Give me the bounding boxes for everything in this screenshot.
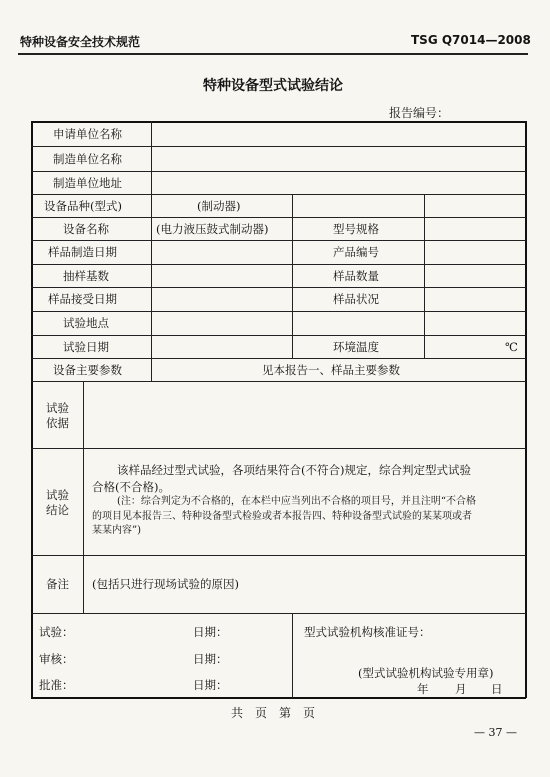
remarks-label: 备注 xyxy=(46,577,69,591)
seal-date-month: 月 xyxy=(455,682,467,696)
remarks-value: (包括只进行现场试验的原因) xyxy=(92,577,239,591)
category-value: (制动器) xyxy=(197,199,241,213)
applicant-label: 申请单位名称 xyxy=(53,127,122,141)
category-label: 设备品种(型式) xyxy=(44,199,122,213)
test-basis-label-line2: 依据 xyxy=(46,416,69,430)
report-number-label: 报告编号： xyxy=(389,106,450,120)
spec-code: TSG Q7014—2008 xyxy=(411,33,531,47)
device-name-value: (电力液压鼓式制动器) xyxy=(156,222,269,236)
header-rule xyxy=(18,53,528,55)
approver-label: 批准： xyxy=(39,678,74,692)
product-number-label: 产品编号 xyxy=(333,245,379,259)
test-conclusion-label-line2: 结论 xyxy=(46,503,69,517)
seal-date-day: 日 xyxy=(491,682,503,696)
tester-date-label: 日期： xyxy=(193,625,228,639)
test-date-label: 试验日期 xyxy=(63,340,109,354)
model-label: 型号规格 xyxy=(333,222,379,236)
sample-manufacture-date-label: 样品制造日期 xyxy=(48,245,117,259)
conclusion-note-line2: 的项目见本报告三、特种设备型式检验或者本报告四、特种设备型式试验的某某项或者 xyxy=(92,511,472,522)
conclusion-note-line1: (注：综合判定为不合格的，在本栏中应当列出不合格的项目号，并且注明“不合格 xyxy=(117,496,477,507)
conclusion-text-line2: 合格(不合格)。 xyxy=(92,480,170,494)
tester-label: 试验： xyxy=(39,625,74,639)
conclusion-note-line3: 某某内容”) xyxy=(92,525,142,536)
environment-temperature-label: 环境温度 xyxy=(333,340,379,354)
device-name-label: 设备名称 xyxy=(63,222,109,236)
page-title: 特种设备型式试验结论 xyxy=(203,78,343,94)
certificate-number-label: 型式试验机构核准证号： xyxy=(304,625,431,639)
sampling-base-label: 抽样基数 xyxy=(63,269,109,283)
temperature-unit: ℃ xyxy=(505,340,518,354)
approver-date-label: 日期： xyxy=(193,678,228,692)
test-site-label: 试验地点 xyxy=(63,316,109,330)
sample-quantity-label: 样品数量 xyxy=(333,269,379,283)
reviewer-date-label: 日期： xyxy=(193,652,228,666)
test-basis-label-line1: 试验 xyxy=(46,401,69,415)
main-parameters-label: 设备主要参数 xyxy=(53,363,122,377)
manufacturer-label: 制造单位名称 xyxy=(53,152,122,166)
conclusion-text-line1: 该样品经过型式试验，各项结果符合(不符合)规定，综合判定型式试验 xyxy=(117,463,471,477)
page-number: — 37 — xyxy=(474,726,517,739)
reviewer-label: 审核： xyxy=(39,652,74,666)
sample-receive-date-label: 样品接受日期 xyxy=(48,292,117,306)
spec-series-title: 特种设备安全技术规范 xyxy=(20,35,141,49)
main-parameters-value: 见本报告一、样品主要参数 xyxy=(262,363,400,377)
test-conclusion-label-line1: 试验 xyxy=(46,488,69,502)
manufacturer-address-label: 制造单位地址 xyxy=(53,176,122,190)
seal-date-year: 年 xyxy=(417,682,429,696)
page-count: 共 页 第 页 xyxy=(231,706,316,720)
seal-text: (型式试验机构试验专用章) xyxy=(358,666,494,680)
sample-status-label: 样品状况 xyxy=(333,292,379,306)
